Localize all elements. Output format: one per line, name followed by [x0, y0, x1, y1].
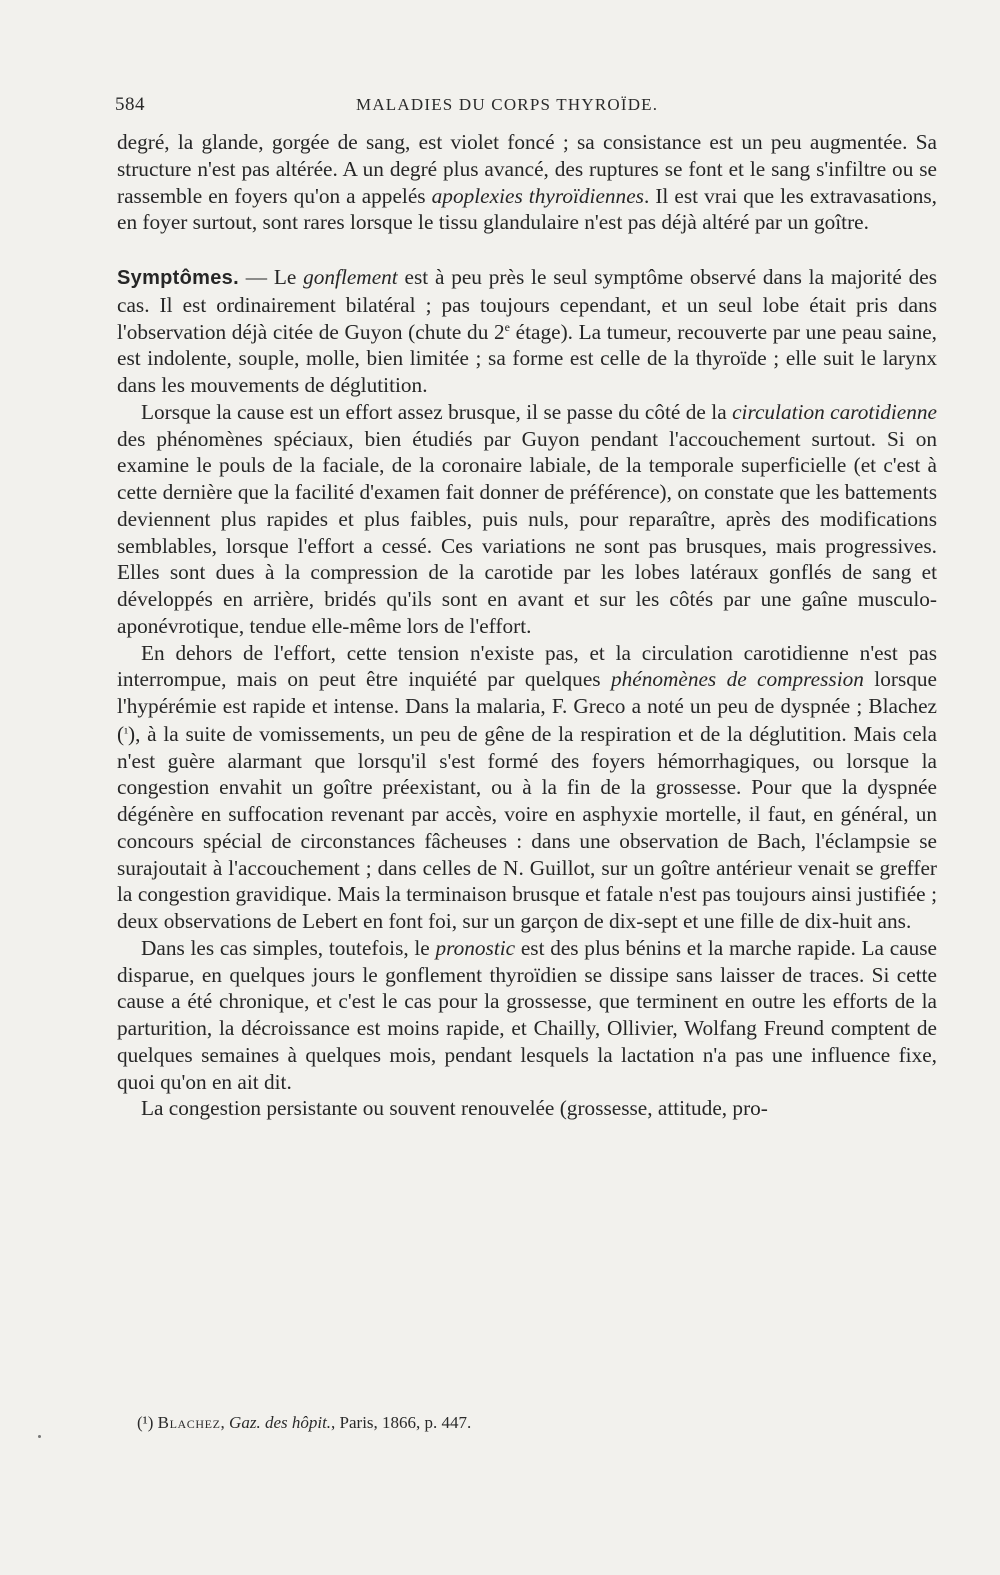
paragraph-2-tail: étage). La tumeur, recouverte par une peau saine, est indolente, souple, molle, bien limitée ; sa forme est celle de la thyroïde ; elle suit le larynx dans les mouvements de déglutition.	[117, 319, 937, 397]
footnote-journal: Gaz. des hôpit.	[229, 1413, 332, 1432]
paragraph-5-text: Dans les cas simples, toutefois, le	[141, 935, 436, 960]
paragraph-4-text: En dehors de l'effort, cette tension n'existe pas, et la circulation carotidienne n'est pas interrompue, mais on peut être inquiété par quelques	[117, 640, 937, 692]
paragraph-3-text: Lorsque la cause est un effort assez brusque, il se passe du côté de la	[141, 399, 733, 424]
paragraph-2-italic: gonflement	[303, 265, 398, 289]
footnote-reference[interactable]: ¹	[124, 724, 128, 740]
footnote-mark: (¹)	[137, 1413, 154, 1432]
footnote-rest: , Paris, 1866, p. 447.	[331, 1413, 472, 1432]
paragraph-4-italic: phénomènes de compression	[610, 667, 864, 692]
section-heading-symptomes: Symptômes.	[117, 267, 239, 289]
footnote-author: Blachez	[157, 1413, 221, 1432]
paragraph-1-tail: . Il est vrai que les extravasations, en foyer surtout, sont rares lorsque le tissu glandulaire n'est pas déjà altéré par un goître.	[117, 183, 938, 235]
running-head: MALADIES DU CORPS THYROÏDE.	[356, 95, 659, 114]
paragraph-3-tail: des phénomènes spéciaux, bien étudiés par Guyon pendant l'accouchement surtout. Si on examine le pouls de la faciale, de la coronaire labiale, de la temporale superficielle (et c'est à cette dernière que la facilité d'examen fait donner de préférence), on constate que les battements deviennent plus rapides et plus faibles, puis nuls, pour reparaître, après des modifications semblables, lorsque l'effort a cessé. Ces variations ne sont pas brusques, mais progressives. Elles sont dues à la compression de la carotide par les lobes latéraux gonflés de sang et développés en arrière, bridés qu'ils sont en avant et sur les côtés par une gaîne musculo-aponévrotique, tendue elle-même lors de l'effort.	[117, 426, 937, 638]
paragraph-5-italic: pronostic	[435, 935, 516, 960]
body-text	[117, 129, 937, 1122]
paragraph-6	[117, 1095, 937, 1122]
heading-dash: — Le	[238, 265, 304, 289]
paragraph-1-italic: apoplexies thyroïdiennes	[431, 183, 644, 208]
paragraph-5-tail: est des plus bénins et la marche rapide. La cause disparue, en quelques jours le gonflement thyroïdien se dissipe sans laisser de traces. Si cette cause a été chronique, et c'est le cas pour la grossesse, que terminent en outre les efforts de la parturition, la décroissance est moins rapide, et Chailly, Ollivier, Wolfang Freund comptent de quelques semaines à quelques mois, pendant lesquels la lactation n'a pas une influence fixe, quoi qu'on en ait dit.	[117, 935, 938, 1094]
paragraph-4	[117, 640, 937, 935]
paragraph-4-mid: lorsque l'hypérémie est rapide et intense. Dans la malaria, F. Greco a noté un peu de dyspnée ; Blachez (	[117, 667, 937, 746]
paragraph-3	[117, 399, 937, 640]
paragraph-6-text: La congestion persistante ou souvent renouvelée (grossesse, attitude, pro-	[141, 1096, 768, 1121]
section-gap	[117, 236, 937, 264]
paragraph-1	[117, 129, 937, 236]
footnote: (¹) Blachez, Gaz. des hôpit., Paris, 1866, p. 447.	[137, 1413, 472, 1432]
paragraph-symptoms	[117, 264, 937, 399]
paragraph-3-italic: circulation carotidienne	[732, 399, 937, 424]
page-number: 584	[115, 94, 145, 115]
paragraph-2-text: est à peu près le seul symptôme observé dans la majorité des cas. Il est ordinairement bilatéral ; pas toujours cependant, et un seul lobe était pris dans l'observation déjà citée de Guyon (chute du 2	[117, 265, 937, 344]
page-header	[115, 94, 885, 120]
paragraph-5	[117, 935, 937, 1096]
paragraph-4-tail: ), à la suite de vomissements, un peu de gêne de la respiration et de la déglutition. Mais cela n'est guère alarmant que lorsqu'il s'est formé des foyers hémorrhagiques, ou lorsque la congestion envahit un goître préexistant, ou à la fin de la grossesse. Pour que la dyspnée dégénère en suffocation revenant par accès, voire en asphyxie mortelle, il faut, en général, un concours spécial de circonstances fâcheuses : dans une observation de Bach, l'éclampsie se surajoutait à l'accouchement ; dans celles de N. Guillot, sur un goître antérieur venait se greffer la congestion gravidique. Mais la terminaison brusque et fatale n'est pas toujours ainsi justifiée ; deux observations de Lebert en font foi, sur un garçon de dix-sept et une fille de dix-huit ans.	[117, 721, 937, 933]
superscript-e: e	[504, 319, 510, 334]
paragraph-1-text: degré, la glande, gorgée de sang, est violet foncé ; sa consistance est un peu augmentée. Sa structure n'est pas altérée. A un degré plus avancé, des ruptures se font et le sang s'infiltre ou se rassemble en foyers qu'on a appelés	[117, 130, 937, 208]
margin-speck	[38, 1435, 41, 1438]
